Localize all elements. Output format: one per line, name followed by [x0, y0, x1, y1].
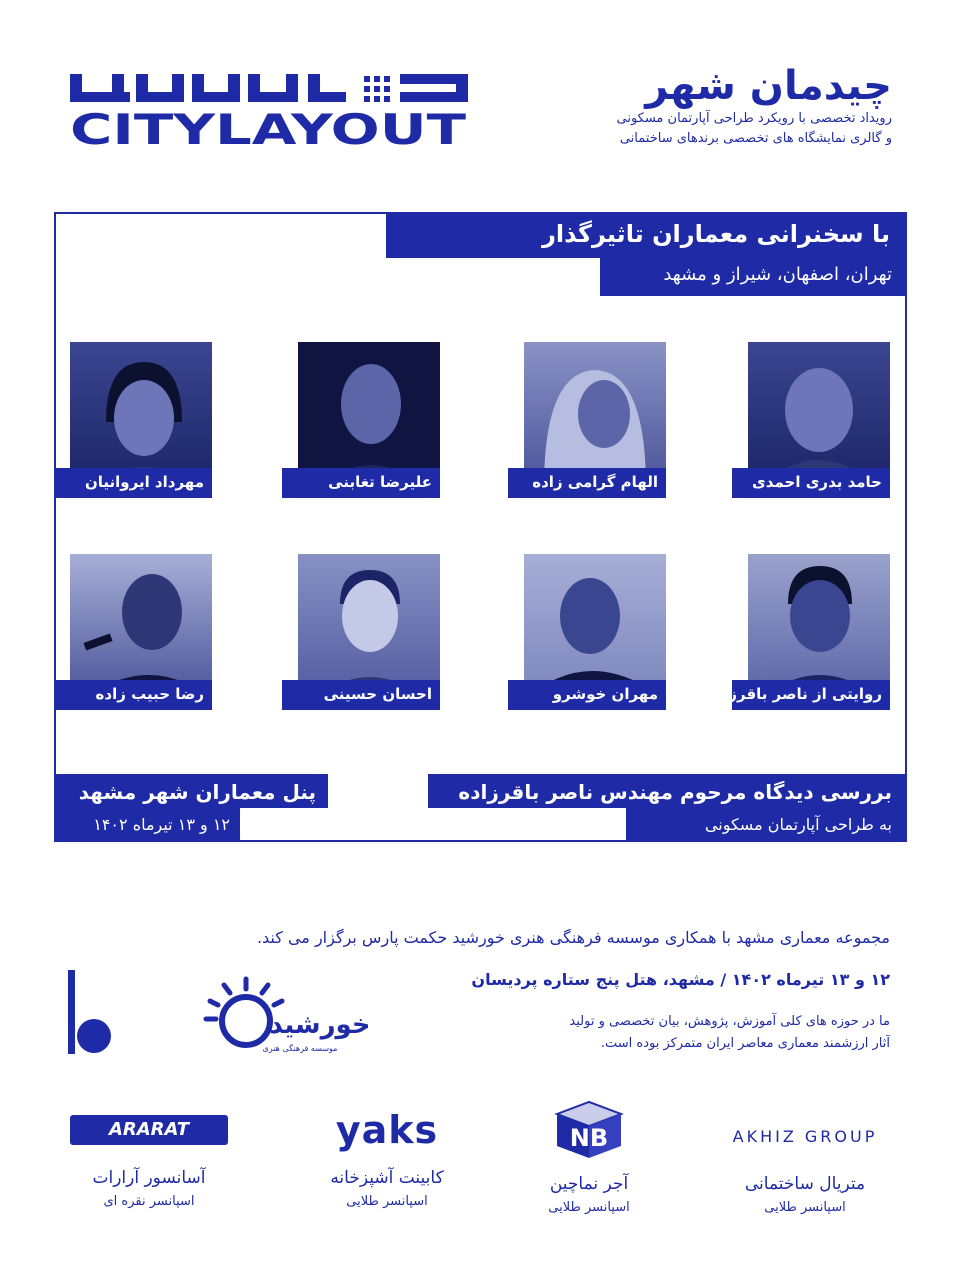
- sponsor-akhiz: [710, 1106, 900, 1215]
- speaker-photo: [70, 554, 212, 700]
- panel-mashhad-date: ۱۲ و ۱۳ تیرماه ۱۴۰۲: [54, 808, 240, 842]
- speaker-card: [732, 342, 890, 498]
- speaker-name: مهران خوشرو: [508, 680, 666, 710]
- speaker-photo: [524, 342, 666, 488]
- sponsor-name: آسانسور آرارات: [92, 1168, 206, 1188]
- event-title: چیدمان شهر: [645, 63, 892, 109]
- sponsor-name: کابینت آشپزخانه: [330, 1168, 444, 1188]
- panel-mashhad-title: پنل معماران شهر مشهد: [54, 774, 328, 808]
- logo-latin-text: CITYLAYOUT: [70, 105, 467, 148]
- khorshid-logo: [200, 975, 368, 1057]
- about-line-2: آثار ارزشمند معماری معاصر ایران متمرکز بوده است.: [600, 1036, 890, 1051]
- ararat-logo: [54, 1100, 244, 1160]
- panel-bagherzadeh-subtitle: به طراحی آپارتمان مسکونی: [626, 808, 906, 842]
- akhiz-logo-text: AKHIZ GROUP: [732, 1126, 878, 1146]
- speakers-frame: [54, 212, 907, 842]
- sponsor-tier: اسپانسر طلایی: [346, 1194, 428, 1209]
- headline-title: با سخنرانی معماران تاثیرگذار: [386, 212, 906, 258]
- yaks-logo: [292, 1100, 482, 1160]
- citylayout-logo: [68, 70, 470, 148]
- sponsor-ararat: [54, 1100, 244, 1209]
- sponsor-yaks: [292, 1100, 482, 1209]
- speaker-photo: [748, 342, 890, 488]
- sponsor-name: متریال ساختمانی: [744, 1174, 866, 1194]
- speaker-photo: [70, 342, 212, 488]
- speaker-name: رضا حبیب زاده: [54, 680, 212, 710]
- tagline-line-2: و گالری نمایشگاه های تخصصی برندهای ساختمانی: [619, 131, 892, 146]
- speaker-card: [706, 554, 890, 710]
- headline-cities: تهران، اصفهان، شیراز و مشهد: [600, 256, 906, 296]
- sponsor-tier: اسپانسر طلایی: [764, 1200, 846, 1215]
- nb-logo-text: NB: [569, 1124, 609, 1152]
- speaker-name: روایتی از ناصر باقرزاده: [732, 680, 890, 710]
- speaker-photo: [298, 554, 440, 700]
- ararat-logo-text: ARARAT: [70, 1115, 228, 1145]
- speaker-photo: [748, 554, 890, 700]
- speaker-photo: [298, 342, 440, 488]
- khorshid-wordmark: خورشید: [269, 1010, 368, 1040]
- yaks-logo-text: yaks: [335, 1108, 439, 1152]
- nb-logo: [494, 1094, 684, 1166]
- speaker-card: [508, 342, 666, 498]
- tagline-line-1: رویداد تخصصی با رویکرد طراحی آپارتمان مسکونی: [616, 111, 892, 126]
- akhiz-logo: [710, 1106, 900, 1166]
- speaker-name: احسان حسینی: [282, 680, 440, 710]
- sponsor-tier: اسپانسر طلایی: [548, 1200, 630, 1215]
- event-date-location: ۱۲ و ۱۳ تیرماه ۱۴۰۲ / مشهد، هتل پنج ستاره پردیسان: [471, 970, 890, 989]
- speaker-card: [508, 554, 666, 710]
- organizer-text: مجموعه معماری مشهد با همکاری موسسه فرهنگی هنری خورشید حکمت پارس برگزار می کند.: [256, 928, 890, 947]
- speaker-card: [54, 342, 212, 498]
- speaker-photo: [524, 554, 666, 700]
- khorshid-subtitle: موسسه فرهنگی هنری: [262, 1044, 338, 1053]
- speaker-name: الهام گرامی زاده: [508, 468, 666, 498]
- speaker-name: مهرداد ایروانیان: [54, 468, 212, 498]
- sponsor-name: آجر نماچین: [549, 1174, 629, 1194]
- speaker-card: [54, 554, 212, 710]
- speaker-name: حامد بدری احمدی: [732, 468, 890, 498]
- speaker-card: [282, 342, 440, 498]
- speaker-card: [282, 554, 440, 710]
- panel-bagherzadeh-title: بررسی دیدگاه مرحوم مهندس ناصر باقرزاده: [428, 774, 906, 808]
- mashhad-architecture-logo: [68, 970, 112, 1054]
- speaker-name: علیرضا تغابنی: [282, 468, 440, 498]
- about-line-1: ما در حوزه های کلی آموزش، پژوهش، بیان تخصصی و تولید: [569, 1014, 890, 1029]
- sponsor-tier: اسپانسر نقره ای: [103, 1194, 195, 1209]
- sponsor-nb: [494, 1094, 684, 1215]
